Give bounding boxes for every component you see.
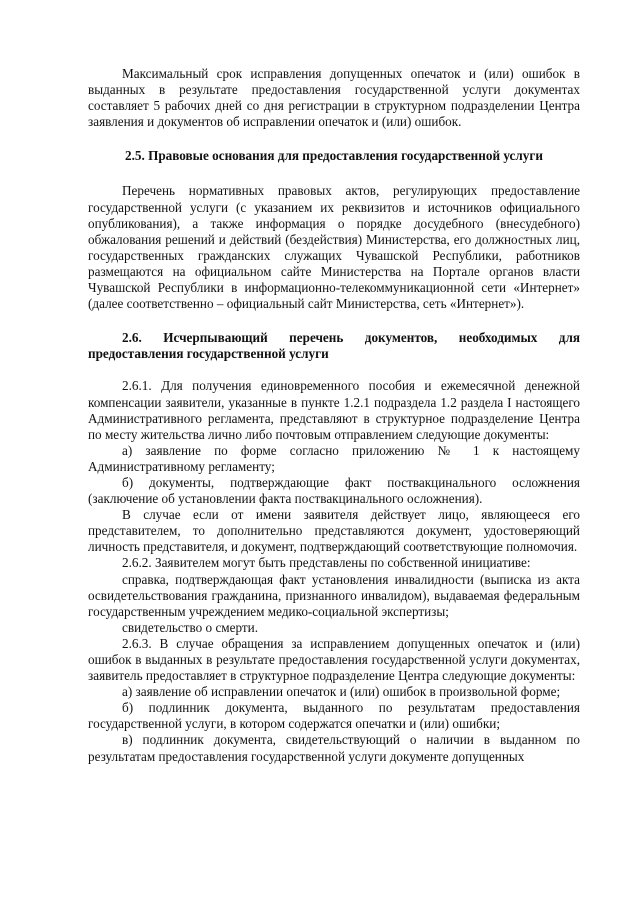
section-2-5-paragraph: Перечень нормативных правовых актов, регулирующих предоставление государственной услуги (с указанием их реквизитов и источников официального опубликования), а также информация о порядке досудебного (внесудебного) обжалования решений и действий (бездействия) Министерства, его должностных лиц, государственных гражданских служащих Чувашской Республики, работников размещаются на официальном сайте Министерства на Портале органов власти Чувашской Республики в информационно-телекоммуникационной сети «Интернет» (далее соответственно – официальный сайт Министерства, сеть «Интернет»). xyxy=(88,183,580,312)
list-item-b: б) документы, подтверждающие факт поствакцинального осложнения (заключение об установлении факта поствакцинального осложнения). xyxy=(88,474,580,507)
representative-paragraph: В случае если от имени заявителя действует лицо, являющееся его представителем, то дополнительно представляются документ, удостоверяющий личность представителя, и документ, подтверждающий соответствующие полномочия. xyxy=(88,507,580,555)
list-item-b-2: б) подлинник документа, выданного по результатам предоставления государственной услуги, в котором содержатся опечатки и (или) ошибки; xyxy=(88,700,580,732)
paragraph-2-6-1: 2.6.1. Для получения единовременного пособия и ежемесячной денежной компенсации заявители, указанные в пункте 1.2.1 подраздела 1.2 раздела I настоящего Административного регламента, представляют в структурное подразделение Центра по месту жительства лично либо почтовым отправлением следующие документы: xyxy=(88,378,580,442)
disability-certificate-paragraph: справка, подтверждающая факт установления инвалидности (выписка из акта освидетельствования гражданина, признанного инвалидом), выдаваемая федеральным государственным учреждением медико-социальной экспертизы; xyxy=(88,571,580,619)
list-item-a: а) заявление по форме согласно приложению № 1 к настоящему Административному регламенту; xyxy=(88,442,580,474)
section-2-6-heading: 2.6. Исчерпывающий перечень документов, необходимых для предоставления государственной услуги xyxy=(88,330,580,362)
list-item-v: в) подлинник документа, свидетельствующий о наличии в выданном по результатам предоставления государственной услуги документе допущенных xyxy=(88,732,580,764)
document-page xyxy=(88,66,580,765)
top-paragraph: Максимальный срок исправления допущенных опечаток и (или) ошибок в выданных в результате предоставления государственной услуги документах составляет 5 рабочих дней со дня регистрации в структурном подразделении Центра заявления и документов об исправлении опечаток и (или) ошибок. xyxy=(88,66,580,130)
death-certificate-paragraph: свидетельство о смерти. xyxy=(122,619,259,635)
section-2-5-heading: 2.5. Правовые основания для предоставления государственной услуги xyxy=(125,148,543,164)
paragraph-2-6-3: 2.6.3. В случае обращения за исправлением допущенных опечаток и (или) ошибок в выданных в результате предоставления государственной услуги документах, заявитель предоставляет в структурное подразделение Центра следующие документы: xyxy=(88,635,580,684)
paragraph-2-6-2: 2.6.2. Заявителем могут быть представлены по собственной инициативе: xyxy=(122,555,531,571)
list-item-a-2: а) заявление об исправлении опечаток и (или) ошибок в произвольной форме; xyxy=(122,684,561,700)
